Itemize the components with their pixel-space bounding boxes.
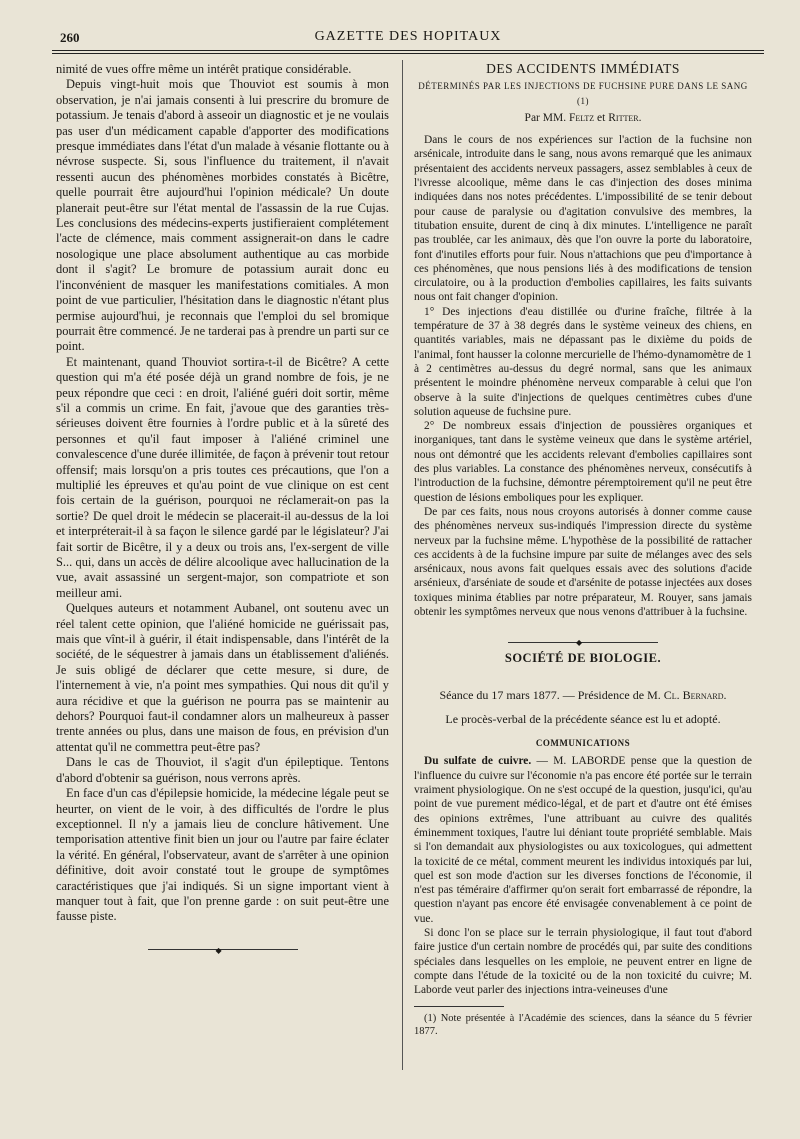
communication-speaker: M. LABORDE bbox=[553, 755, 626, 768]
column-divider bbox=[402, 60, 403, 1070]
journal-title: GAZETTE DES HOPITAUX bbox=[314, 29, 502, 44]
page-number: 260 bbox=[60, 30, 80, 45]
footnote: (1) Note présentée à l'Académie des sciences, dans la séance du 5 février 1877. bbox=[414, 1012, 752, 1037]
footnote-rule bbox=[414, 1006, 504, 1007]
right-column bbox=[414, 62, 752, 1038]
authors-prefix: Par MM. bbox=[524, 111, 567, 124]
left-column bbox=[56, 62, 389, 955]
article-paragraph-2: 1° Des injections d'eau distillée ou d'urine fraîche, filtrée à la température de 37 à 38 degrés dans le système veineux des chiens, en quantités variables, mais ne dépassant pas le dixième du poids de l'animal, font hausser la colonne mercurielle de l'hémo-dynamomètre de 1 à 2 centimètres au-dessus du degré normal, sans que les animaux présentent le moindre phénomène nerveux comparable à celui que l'on observe à la suite d'injections de quelques centimètres cubes d'une solution aqueuse de fuchsine pure. bbox=[414, 305, 752, 418]
left-paragraph-2: Depuis vingt-huit mois que Thouviot est soumis à mon observation, je n'ai jamais consenti à lui prescrire du bromure de potassium. Je tenais d'abord à asseoir un diagnostic et je ne voulais pas user d'un médicament capable d'apporter des modifications presque immédiates dans l'état d'un malade à vésanie flottante ou à névrose suspecte. Si, sous l'influence du traitement, il n'avait ressenti aucun des phénomènes morbides constatés à Bicêtre, quelle pourrait être aujourd'hui l'opinion médicale? Un doute planerait peut-être sur l'état mental de l'assassin de la rue Cujas. Les conclusions des médecins-experts justifieraient complétement l'acte de clémence, mais comment assignerait-on dans le cadre nosologique une place absolument authentique au cas morbide dont il s'agit? Le bromure de potassium aurait donc eu l'inconvénient de masquer les manifestations comitiales. A mon point de vue particulier, l'hésitation dans le diagnostic n'étant plus permise aujourd'hui, je reconnais que l'emploi du sel bromique pourrait être commencé. Je ne tarderai pas à prendre un parti sur ce point. bbox=[56, 77, 389, 354]
left-paragraph-6: En face d'un cas d'épilepsie homicide, la médecine légale peut se heurter, on vient de le voir, à des difficultés de l'ordre le plus exceptionnel. Il n'y a jamais lieu de conclure hâtivement. Une temporisation attentive finit bien un jour ou l'autre par faire éclater la vérité. En général, l'observateur, avant de s'arrêter à une opinion définitive, doit avoir constaté tout le groupe de symptômes caractéristiques que j'ai indiqués. Si un signe important vient à manquer tout à fait, que l'on prenne garde : on suit peut-être une fausse piste. bbox=[56, 786, 389, 924]
author-2: Ritter bbox=[608, 111, 639, 124]
article-paragraph-1: Dans le cours de nos expériences sur l'action de la fuchsine non arsénicale, introduite dans le sang, nous avons remarqué que les animaux présentaient des accidents nerveux passagers, assez semblables à ceux de l'ivresse alcoolique, même dans le cas d'injection des doses minima indiquées dans nos notes précédentes. L'impossibilité de se tenir debout pour cause de paralysie ou d'agitation convulsive des membres, la titubation ensuite, durent de cinq à dix minutes. L'intelligence ne paraît pas troublée, car les animaux, dès que l'on ouvre la porte du laboratoire, font d'inutiles efforts pour fuir. Nous n'attachions que peu d'importance à ces phénomènes, que nous pensions liés à des modifications de tension circulatoire, ou à la production d'embolies capillaires, les faits suivants nous ont fait changer d'opinion. bbox=[414, 134, 752, 304]
authors-join: et bbox=[597, 111, 606, 124]
session-line bbox=[414, 688, 752, 702]
communication-paragraph-1-text: pense que la question de l'influence du cuivre sur l'économie n'a pas encore été portée sur le terrain vraiment physiologique. On ne s'est occupé de la question, jusqu'ici, qu'au point de vue purement médico-légal, et de part et d'autre ont été émises des opinions extrêmes, l'une attribuant au cuivre des qualités éminemment toxiques, l'autre lui déniant toute propriété semblable. Mais si l'on demandait aux physiologistes ou aux toxicologues, qui admettent la toxicité de ce métal, comment meurent les individus intoxiqués par lui, quel est son mode d'action sur les diverses fonctions de l'économie, il n'est pas téméraire d'affirmer qu'on serait fort embarrassé de répondre, la question n'ayant pas encore été envisagée convenablement à ce point de vue. bbox=[414, 755, 752, 925]
left-paragraph-4: Quelques auteurs et notamment Aubanel, ont soutenu avec un réel talent cette opinion, que l'aliéné homicide ne guérissait pas, mais que vînt-il à guérir, il était indispensable, dans l'intérêt de la société, de le séquestrer à jamais dans un établissement d'aliénés. Je suis obligé de déclarer que cette mesure, si dure, de l'internement à vie, n'a point mes sympathies. Qui nous dit qu'il y aura récidive et que la guérison ne pourra pas se maintenir au dehors? Pourquoi faut-il condamner alors un malheureux à passer trente années ou plus, dans une maison de fous, en prévision d'un attentat qu'il ne commettra peut-être pas? bbox=[56, 601, 389, 754]
article-paragraph-3: 2° De nombreux essais d'injection de poussières organiques et inorganiques, tant dans le système veineux que dans le système artériel, nous ont démontré que les accidents relevant d'embolies capillaires sont des plus variables. La constance des phénomènes nerveux, consécutifs à l'introduction de la fuchsine, démontre péremptoirement qu'il ne peut être question de lésions emboliques pour les expliquer. bbox=[414, 420, 752, 504]
article-paragraph-4: De par ces faits, nous nous croyons autorisés à donner comme cause des phénomènes nerveux sus-indiqués l'impression directe du système nerveux par la fuchsine même. L'hypothèse de la possibilité de rattacher ces accidents à de la fuchsine impure par suite de mélanges avec des sels arsénicaux, nous avons fait quelques essais avec des solutions d'acide arsénieux, d'arséniate de soude et d'arsénite de potasse injectées aux doses toxiques minima établies par notre préparateur, M. Rouyer, sans jamais obtenir les symptômes nerveux que nous venons d'attribuer à la fuchsine. bbox=[414, 505, 752, 618]
society-title: SOCIÉTÉ DE BIOLOGIE. bbox=[504, 651, 662, 666]
session-president: Cl. Bernard. bbox=[663, 687, 727, 702]
left-paragraph-3: Et maintenant, quand Thouviot sortira-t-il de Bicêtre? A cette question qui m'a été posée déjà un grand nombre de fois, je ne peux répondre que ceci : en droit, l'aliéné guéri doit sortir, même s'il a commis un crime. En fait, j'avoue que des garanties très-sérieuses doivent être fournies à l'ordre public et à la sûreté des personnes et qu'il faut imposer à l'aliéné criminel une convalescence d'une durée illimitée, de façon à prévenir tout retour offensif; mais lorsqu'on a pris toutes ces précautions, que l'on a multiplié les épreuves et qu'au point de vue clinique on est cent fois certain de la guérison, pourquoi ne réclamerait-on pas la sortie? De quel droit le médecin se placerait-il au-dessus de la loi et interpréterait-il à sa façon le silence gardé par le législateur? J'ai fait sortir de Bicêtre, il y a deux ou trois ans, l'ex-sergent de ville S... qui, dans un accès de délire alcoolique avec hallucination de la vue, avait assassiné un sergent-major, son compatriote et son meilleur ami. bbox=[56, 354, 389, 600]
section-separator bbox=[414, 633, 752, 641]
communication-paragraph-1: Du sulfate de cuivre. — M. LABORDE pense que la question de l'influence du cuivre sur l'économie n'a pas encore été portée sur le terrain vraiment physiologique. On ne s'est occupé de la question, jusqu'ici, qu'au point de vue purement médico-légal, et de part et d'autre ont été émises des opinions extrêmes, l'une attribuant au cuivre des qualités éminemment toxiques, l'autre lui déniant toute propriété semblable. Mais si l'on demandait aux physiologistes ou aux toxicologues, qui admettent la toxicité de ce métal, comment meurent les individus intoxiqués par lui, quel est son mode d'action sur les diverses fonctions de l'économie, il n'est pas téméraire d'affirmer qu'on serait fort embarrassé de répondre, la question n'ayant pas encore été envisagée convenablement à ce point de vue. bbox=[414, 755, 752, 925]
author-1: Feltz bbox=[568, 111, 595, 124]
article-subtitle: DÉTERMINÉS PAR LES INJECTIONS DE FUCHSINE PURE DANS LE SANG (1) bbox=[418, 81, 748, 106]
article-authors: Par MM. Feltz et Ritter. bbox=[524, 111, 642, 124]
communication-rubric: Du sulfate de cuivre. bbox=[424, 755, 532, 768]
communication-paragraph-2: Si donc l'on se place sur le terrain physiologique, il faut tout d'abord faire justice d'un certain nombre de procédés qui, par suite des conditions spéciales dans lesquelles on les emploie, ne peuvent entrer en ligne de compte dans l'étude de la toxicité ou de la non toxicité du cuivre; M. Laborde veut parler des injections intra-veineuses d'une bbox=[414, 927, 752, 997]
header-rule-bottom bbox=[52, 53, 764, 54]
proces-verbal: Le procès-verbal de la précédente séance est lu et adopté. bbox=[445, 711, 721, 726]
communications-heading: COMMUNICATIONS bbox=[535, 738, 631, 749]
left-paragraph-1: nimité de vues offre même un intérêt pratique considérable. bbox=[56, 62, 352, 76]
article-title: DES ACCIDENTS IMMÉDIATS bbox=[486, 61, 680, 76]
left-paragraph-5: Dans le cas de Thouviot, il s'agit d'un épileptique. Tentons d'abord d'obtenir sa guérison, nous verrons après. bbox=[56, 755, 389, 785]
session-text: Séance du 17 mars 1877. — Présidence de M. bbox=[439, 687, 661, 702]
left-end-separator bbox=[56, 939, 389, 947]
header-rule-top bbox=[52, 50, 764, 51]
page-header bbox=[52, 26, 764, 46]
